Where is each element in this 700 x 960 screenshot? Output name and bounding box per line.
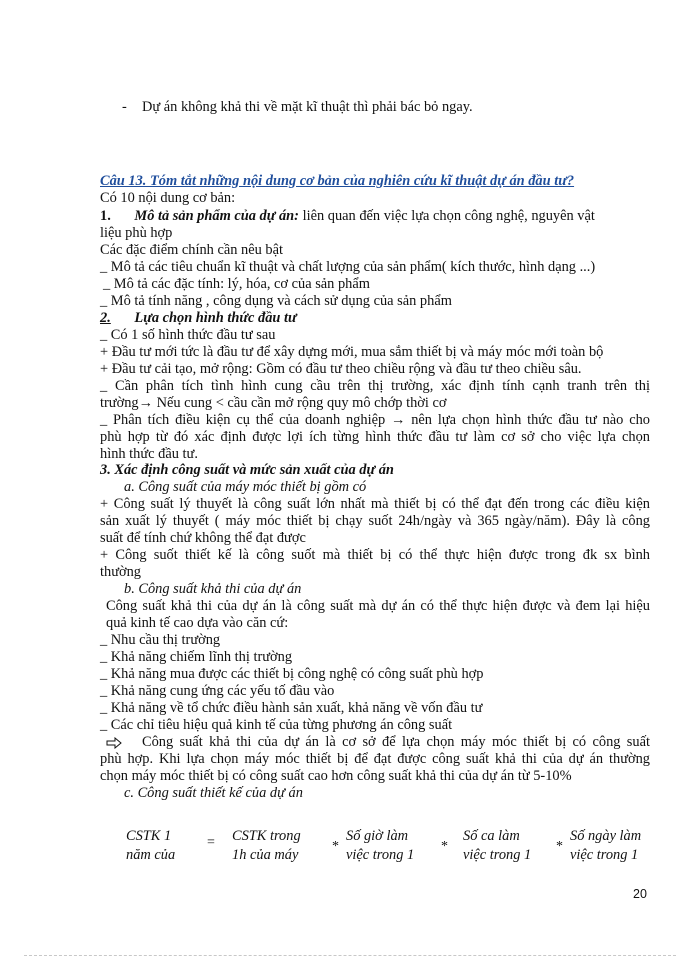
s3a-line-1b: sản xuất lý thuyết ( máy móc thiết bị chạy suốt 24h/ngày và 365 ngày/năm). Đây là công: [100, 513, 650, 529]
intro-line: Có 10 nội dung cơ bản:: [100, 190, 236, 206]
s1-line-4: _ Mô tả tính năng , công dụng và cách sử dụng của sản phẩm: [100, 293, 452, 309]
s3b-item-5: _ Khả năng về tổ chức điều hành sản xuất, khả năng về vốn đầu tư: [100, 700, 483, 716]
s3b-heading: b. Công suất khả thi của dự án: [124, 581, 302, 597]
s3b-item-1: _ Nhu cầu thị trường: [100, 632, 221, 648]
s3b-item-6: _ Các chỉ tiêu hiệu quả kinh tế của từng phương án công suất: [100, 717, 453, 733]
bullet-dash: -: [122, 99, 127, 115]
s3b-para-2a: Công suất khả thi của dự án là cơ sở để lựa chọn máy móc thiết bị có công suất: [142, 734, 650, 750]
page-number: 20: [633, 887, 647, 901]
s2-line-4b: trường→ Nếu cung < cầu cần mở rộng quy mô chớp thời cơ: [100, 395, 447, 411]
section-1-title: Mô tả sản phẩm của dự án:: [134, 208, 299, 224]
s1-line-3: _ Mô tả các đặc tính: lý, hóa, cơ của sản phẩm: [103, 276, 370, 292]
formula-term-3-bottom: việc trong 1: [346, 847, 415, 863]
formula-term-4-top: Số ca làm: [463, 828, 520, 844]
s2-line-2: + Đầu tư mới tức là đầu tư để xây dựng mới, mua sắm thiết bị và máy móc mới toàn bộ: [100, 344, 604, 360]
section-1-number: 1.: [100, 208, 111, 224]
s3c-heading: c. Công suất thiết kế của dự án: [124, 785, 303, 801]
s3a-heading: a. Công suất của máy móc thiết bị gồm có: [124, 479, 367, 495]
s3b-para-1b: quả kinh tế cao dựa vào căn cứ:: [106, 615, 289, 631]
formula-equals: =: [207, 835, 215, 850]
hollow-arrow-icon: [106, 737, 122, 749]
question-heading: Câu 13. Tóm tắt những nội dung cơ bản của nghiên cứu kĩ thuật dự án đầu tư?: [100, 173, 575, 189]
s1-line-1: Các đặc điểm chính cần nêu bật: [100, 242, 284, 258]
section-1-text-cont: liệu phù hợp: [100, 225, 173, 241]
formula-term-2-bottom: 1h của máy: [232, 847, 299, 863]
s3b-para-1a: Công suất khả thi của dự án là công suất mà dự án có thể thực hiện được và đem lại hiệu: [106, 598, 650, 614]
formula-term-1-bottom: năm của: [126, 847, 176, 863]
s3b-item-4: _ Khả năng cung ứng các yếu tố đầu vào: [100, 683, 335, 699]
s2-line-5b: phù hợp từ đó xác định được lợi ích từng hình thức đầu tư làm cơ sở cho việc lựa chọn: [100, 429, 650, 445]
s2-line-4a: _ Cần phân tích tình hình cung cầu trên thị trường, xác định tính cạnh tranh trên thị: [100, 378, 650, 394]
s2-line-3: + Đầu tư cải tạo, mở rộng: Gồm có đầu tư theo chiều rộng và đầu tư theo chiều sâu.: [100, 361, 582, 377]
s1-line-2: _ Mô tả các tiêu chuẩn kĩ thuật và chất lượng của sản phẩm( kích thước, hình dạng ...): [100, 259, 596, 275]
section-3-title: 3. Xác định công suất và mức sản xuất của dự án: [100, 462, 394, 478]
section-2-title: Lựa chọn hình thức đầu tư: [134, 310, 297, 326]
section-2-line: [100, 309, 297, 327]
formula-term-1-top: CSTK 1: [126, 828, 172, 844]
s3b-para-2b: phù hợp. Khi lựa chọn máy móc thiết bị để đạt được công suất khả thi của dự án thường: [100, 751, 650, 767]
formula-term-5-top: Số ngày làm: [570, 828, 642, 844]
section-1-line: [100, 207, 595, 225]
formula-term-5-bottom: việc trong 1: [570, 847, 639, 863]
s3a-line-2a: + Công suốt thiết kế là công suốt mà thiết bị có thể thực hiện được trong đk sx bình: [100, 547, 650, 563]
s3a-line-1a: + Công suất lý thuyết là công suất lớn nhất mà thiết bị có thể đạt đến trong các điều kiện: [100, 496, 650, 512]
s3b-item-2: _ Khả năng chiếm lĩnh thị trường: [100, 649, 293, 665]
s3a-line-2b: thường: [100, 564, 141, 580]
page-bottom-divider: [24, 955, 676, 956]
bullet-text: Dự án không khả thi về mặt kĩ thuật thì phải bác bỏ ngay.: [142, 99, 473, 115]
formula-multiply-3: *: [556, 839, 563, 854]
formula-multiply-2: *: [441, 839, 448, 854]
formula-term-2-top: CSTK trong: [232, 828, 301, 844]
s3b-item-3: _ Khả năng mua được các thiết bị công nghệ có công suất phù hợp: [100, 666, 484, 682]
s2-line-5a: _ Phân tích điều kiện cụ thể của doanh nghiệp → nên lựa chọn hình thức đầu tư nào cho: [100, 412, 650, 428]
formula-term-3-top: Số giờ làm: [346, 828, 409, 844]
section-1-text: liên quan đến việc lựa chọn công nghệ, nguyên vật: [298, 208, 595, 224]
formula-multiply-1: *: [332, 839, 339, 854]
s3b-para-2c: chọn máy móc thiết bị có công suất cao hơn công suất khả thi của dự án từ 5-10%: [100, 768, 572, 784]
s3a-line-1c: suất để tính chứ không thể đạt được: [100, 530, 306, 546]
s2-line-1: _ Có 1 số hình thức đầu tư sau: [100, 327, 276, 343]
formula-term-4-bottom: việc trong 1: [463, 847, 532, 863]
section-2-number: 2.: [100, 310, 111, 326]
s2-line-5c: hình thức đầu tư.: [100, 446, 198, 462]
